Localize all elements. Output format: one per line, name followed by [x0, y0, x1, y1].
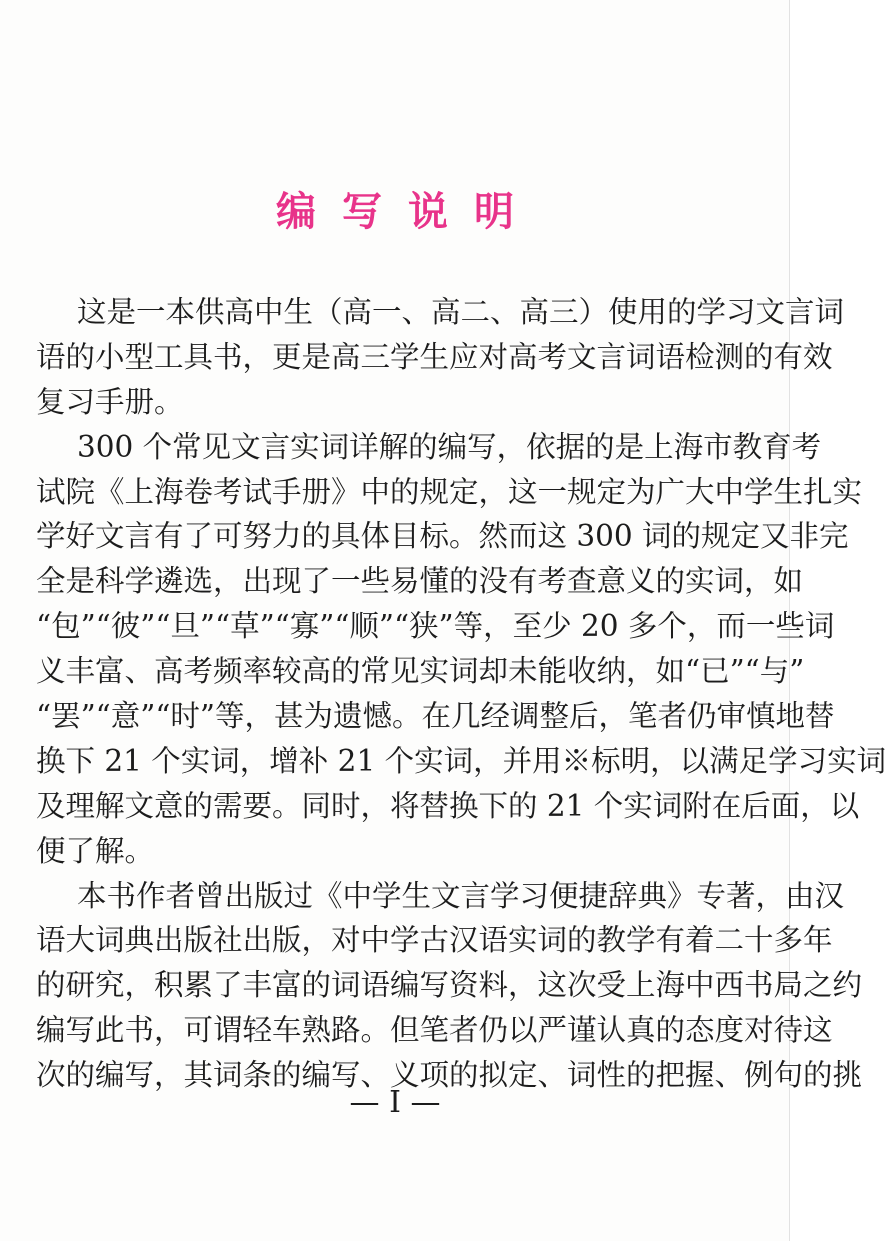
text-line: “罢”“意”“时”等，甚为遗憾。在几经调整后，笔者仍审慎地替: [36, 699, 835, 734]
text-line: 复习手册。: [36, 384, 184, 419]
text-line: 本书作者曾出版过《中学生文言学习便捷辞典》专著，由汉: [77, 878, 845, 913]
page-title: 编写说明: [276, 189, 540, 235]
text-line: 便了解。: [36, 833, 155, 868]
text-line: 次的编写，其词条的编写、义项的拟定、词性的把握、例句的挑: [36, 1058, 863, 1093]
text-line: “包”“彼”“旦”“草”“寡”“顺”“狭”等，至少 20 多个，而一些词: [36, 609, 835, 644]
text-line: 的研究，积累了丰富的词语编写资料，这次受上海中西书局之约: [36, 968, 863, 1003]
page-number: — I —: [349, 1085, 441, 1120]
text-line: 试院《上海卷考试手册》中的规定，这一规定为广大中学生扎实: [36, 474, 863, 509]
text-line: 语大词典出版社出版，对中学古汉语实词的教学有着二十多年: [36, 923, 833, 958]
text-line: 语的小型工具书，更是高三学生应对高考文言词语检测的有效: [36, 339, 833, 374]
text-line: 换下 21 个实词，增补 21 个实词，并用※标明，以满足学习实词: [36, 743, 886, 778]
body-text: [36, 290, 886, 1098]
paragraph-1: [36, 290, 845, 425]
text-line: 学好文言有了可努力的具体目标。然而这 300 词的规定又非完: [36, 519, 849, 554]
paragraph-3: [36, 874, 863, 1098]
text-line: 300 个常见文言实词详解的编写，依据的是上海市教育考: [77, 429, 822, 464]
paragraph-2: [36, 425, 886, 874]
text-line: 及理解文意的需要。同时，将替换下的 21 个实词附在后面，以: [36, 788, 860, 823]
text-line: 编写此书，可谓轻车熟路。但笔者仍以严谨认真的态度对待这: [36, 1013, 833, 1048]
text-line: 义丰富、高考频率较高的常见实词却未能收纳，如“已”“与”: [36, 654, 805, 689]
text-line: 全是科学遴选，出现了一些易懂的没有考查意义的实词，如: [36, 564, 804, 599]
text-line: 这是一本供高中生（高一、高二、高三）使用的学习文言词: [77, 295, 845, 329]
